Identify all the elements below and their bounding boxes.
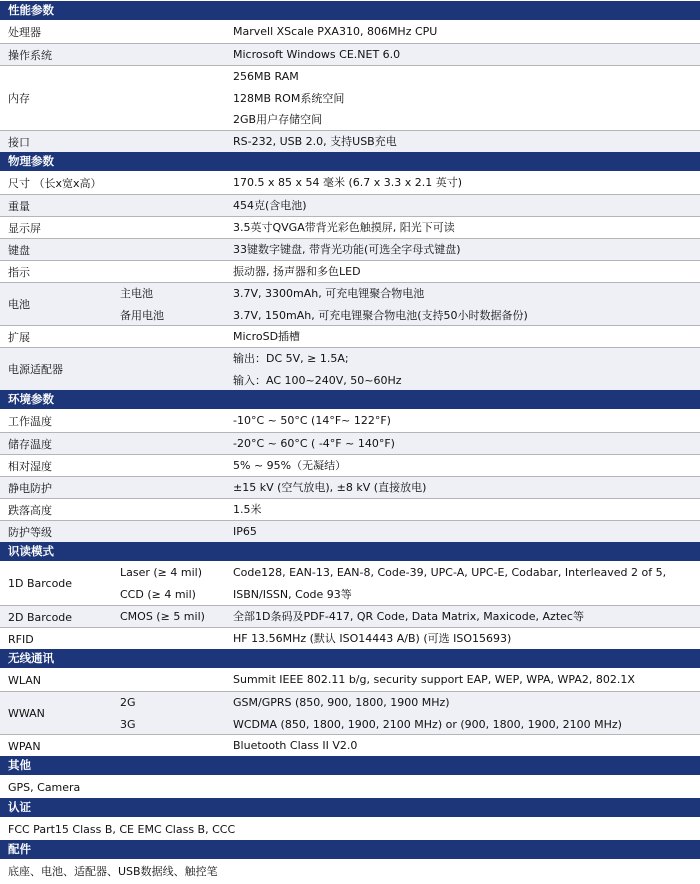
spec-sublabel: Laser (≥ 4 mil) xyxy=(120,566,203,579)
spec-label: 储存温度 xyxy=(8,437,52,451)
spec-value: 170.5 x 85 x 54 毫米 (6.7 x 3.3 x 2.1 英寸) xyxy=(233,176,463,189)
spec-values xyxy=(233,326,300,348)
spec-value: Marvell XScale PXA310, 806MHz CPU xyxy=(233,25,438,38)
spec-values xyxy=(233,131,397,153)
spec-label: 接口 xyxy=(8,135,30,149)
spec-value: 256MB RAM xyxy=(233,70,299,83)
spec-label: 显示屏 xyxy=(8,221,41,235)
spec-value: 全部1D条码及PDF-417, QR Code, Data Matrix, Maxicode, Aztec等 xyxy=(233,610,584,623)
spec-value: Summit IEEE 802.11 b/g, security support EAP, WEP, WPA, WPA2, 802.1X xyxy=(233,673,635,686)
spec-row xyxy=(0,194,700,216)
spec-label: WWAN xyxy=(8,707,45,720)
spec-row xyxy=(0,238,700,260)
spec-row xyxy=(0,21,700,43)
spec-label: WLAN xyxy=(8,673,42,687)
spec-label: 底座、电池、适配器、USB数据线、触控笔 xyxy=(8,864,218,878)
spec-row xyxy=(0,520,700,542)
spec-value: 33键数字键盘, 带背光功能(可选全字母式键盘) xyxy=(233,243,461,256)
spec-value: 1.5米 xyxy=(233,503,262,516)
spec-label: 键盘 xyxy=(8,243,30,257)
spec-value: Code128, EAN-13, EAN-8, Code-39, UPC-A, UPC-E, Codabar, Interleaved 2 of 5, xyxy=(233,566,667,579)
spec-sublabel: CMOS (≥ 5 mil) xyxy=(120,610,205,624)
spec-label: GPS, Camera xyxy=(8,780,81,794)
spec-row xyxy=(0,172,700,194)
spec-values xyxy=(233,628,511,650)
spec-label: 1D Barcode xyxy=(8,577,73,590)
spec-sublabel: 2G xyxy=(120,696,136,709)
spec-values xyxy=(233,499,262,521)
spec-values xyxy=(233,348,402,391)
spec-label: 尺寸 （长x宽x高） xyxy=(8,176,102,190)
spec-values xyxy=(233,669,635,691)
spec-value: HF 13.56MHz (默认 ISO14443 A/B) (可选 ISO15693) xyxy=(233,632,512,645)
section-header: 认证 xyxy=(0,798,700,817)
spec-row xyxy=(0,130,700,152)
spec-value: 振动器, 扬声器和多色LED xyxy=(233,265,361,278)
spec-sublabels xyxy=(120,283,164,326)
spec-row xyxy=(0,498,700,520)
spec-label: 2D Barcode xyxy=(8,610,73,624)
spec-value: Microsoft Windows CE.NET 6.0 xyxy=(233,48,401,61)
spec-row xyxy=(0,347,700,390)
spec-value: -10°C ~ 50°C (14°F~ 122°F) xyxy=(233,414,391,427)
spec-values xyxy=(233,735,357,757)
spec-values xyxy=(233,692,622,735)
spec-sublabels xyxy=(120,606,205,628)
spec-value: 输入：AC 100~240V, 50~60Hz xyxy=(233,373,402,387)
spec-values xyxy=(233,521,257,543)
spec-label: 操作系统 xyxy=(8,48,52,62)
spec-label: 防护等级 xyxy=(8,525,52,539)
spec-row xyxy=(0,216,700,238)
spec-row xyxy=(0,562,700,605)
spec-row xyxy=(0,605,700,627)
spec-label: 电源适配器 xyxy=(8,363,63,376)
spec-row xyxy=(0,260,700,282)
spec-values xyxy=(233,44,400,66)
spec-row xyxy=(0,282,700,325)
spec-values xyxy=(233,606,584,628)
spec-value: IP65 xyxy=(233,525,257,538)
spec-label: RFID xyxy=(8,632,34,646)
section-header: 识读模式 xyxy=(0,542,700,561)
spec-value: WCDMA (850, 1800, 1900, 2100 MHz) or (900, 1800, 1900, 2100 MHz) xyxy=(233,717,622,731)
spec-row xyxy=(0,734,700,756)
spec-values xyxy=(233,477,426,499)
spec-row xyxy=(0,432,700,454)
section-header: 配件 xyxy=(0,840,700,859)
section-header: 无线通讯 xyxy=(0,649,700,668)
spec-label: WPAN xyxy=(8,739,41,753)
spec-row xyxy=(0,669,700,691)
spec-values xyxy=(233,433,395,455)
spec-value: 输出：DC 5V, ≥ 1.5A; xyxy=(233,352,349,365)
spec-values xyxy=(233,455,346,477)
spec-value: Bluetooth Class II V2.0 xyxy=(233,739,358,752)
spec-values xyxy=(233,261,361,283)
spec-row xyxy=(0,818,700,840)
spec-values xyxy=(233,239,461,261)
spec-label: 相对湿度 xyxy=(8,459,52,473)
section-header: 环境参数 xyxy=(0,390,700,409)
spec-label: 工作温度 xyxy=(8,414,52,428)
spec-sublabel: CCD (≥ 4 mil) xyxy=(120,587,196,601)
spec-value: 128MB ROM系统空间 xyxy=(233,91,345,105)
spec-row xyxy=(0,410,700,432)
spec-row xyxy=(0,43,700,65)
spec-value: ISBN/ISSN, Code 93等 xyxy=(233,587,352,601)
spec-label: 处理器 xyxy=(8,25,41,39)
spec-value: ±15 kV (空气放电), ±8 kV (直接放电) xyxy=(233,481,427,494)
spec-values xyxy=(233,21,437,43)
spec-value: 3.7V, 150mAh, 可充电锂聚合物电池(支持50小时数据备份) xyxy=(233,308,528,322)
spec-value: MicroSD插槽 xyxy=(233,330,301,343)
spec-label: 电池 xyxy=(8,298,30,311)
spec-values xyxy=(233,217,455,239)
spec-value: -20°C ~ 60°C ( -4°F ~ 140°F) xyxy=(233,437,395,450)
spec-label: 重量 xyxy=(8,199,30,213)
spec-value: GSM/GPRS (850, 900, 1800, 1900 MHz) xyxy=(233,696,450,709)
spec-value: 3.5英寸QVGA带背光彩色触摸屏, 阳光下可读 xyxy=(233,221,455,234)
spec-row xyxy=(0,627,700,649)
spec-label: 扩展 xyxy=(8,330,30,344)
section-header: 其他 xyxy=(0,756,700,775)
spec-value: 454克(含电池) xyxy=(233,199,307,212)
spec-values xyxy=(233,562,666,605)
spec-value: RS-232, USB 2.0, 支持USB充电 xyxy=(233,135,397,148)
spec-sublabel: 3G xyxy=(120,717,136,731)
spec-row xyxy=(0,860,700,882)
spec-row xyxy=(0,325,700,347)
section-header: 性能参数 xyxy=(0,1,700,20)
spec-sublabels xyxy=(120,692,136,735)
spec-label: FCC Part15 Class B, CE EMC Class B, CCC xyxy=(8,822,236,836)
spec-values xyxy=(233,195,307,217)
spec-values xyxy=(233,283,528,326)
spec-value: 2GB用户存储空间 xyxy=(233,113,323,126)
spec-values xyxy=(233,66,344,131)
spec-row xyxy=(0,454,700,476)
spec-value: 3.7V, 3300mAh, 可充电锂聚合物电池 xyxy=(233,287,425,300)
spec-row xyxy=(0,476,700,498)
spec-label: 指示 xyxy=(8,265,30,279)
spec-row xyxy=(0,65,700,130)
spec-row xyxy=(0,691,700,734)
section-header: 物理参数 xyxy=(0,152,700,171)
spec-value: 5% ~ 95%（无凝结） xyxy=(233,459,347,472)
spec-label: 跌落高度 xyxy=(8,503,52,517)
spec-values xyxy=(233,172,462,194)
spec-label: 内存 xyxy=(8,92,30,105)
spec-sublabel: 备用电池 xyxy=(120,308,164,322)
spec-label: 静电防护 xyxy=(8,481,52,495)
spec-sublabels xyxy=(120,562,202,605)
spec-values xyxy=(233,410,391,432)
spec-row xyxy=(0,776,700,798)
spec-sublabel: 主电池 xyxy=(120,287,153,300)
